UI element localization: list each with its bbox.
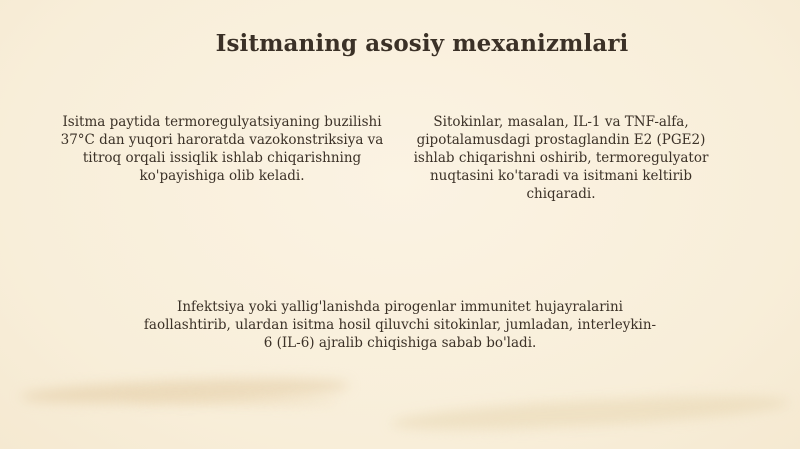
decorative-brush-stroke	[120, 393, 340, 407]
decorative-brush-stroke	[390, 390, 791, 437]
paragraph-cytokines: Sitokinlar, masalan, IL-1 va TNF-alfa, gipotalamusdagi prostaglandin E2 (PGE2) ishlab chiqarishni oshirib, termoregulyator nuqtasini ko'taradi va isitmani keltirib chiqaradi.	[413, 114, 709, 202]
paragraph-pyrogens: Infektsiya yoki yallig'lanishda pirogenlar immunitet hujayralarini faollashtirib, ulardan isitma hosil qiluvchi sitokinlar, jumladan, interleykin-6 (IL-6) ajralib chiqishiga sabab bo'ladi.	[143, 299, 657, 351]
paragraph-thermoregulation: Isitma paytida termoregulyatsiyaning buzilishi 37°C dan yuqori haroratda vazokonstriksiya va titroq orqali issiqlik ishlab chiqarishning ko'payishiga olib keladi.	[60, 114, 384, 184]
slide-title: Isitmaning asosiy mexanizmlari	[215, 30, 629, 57]
